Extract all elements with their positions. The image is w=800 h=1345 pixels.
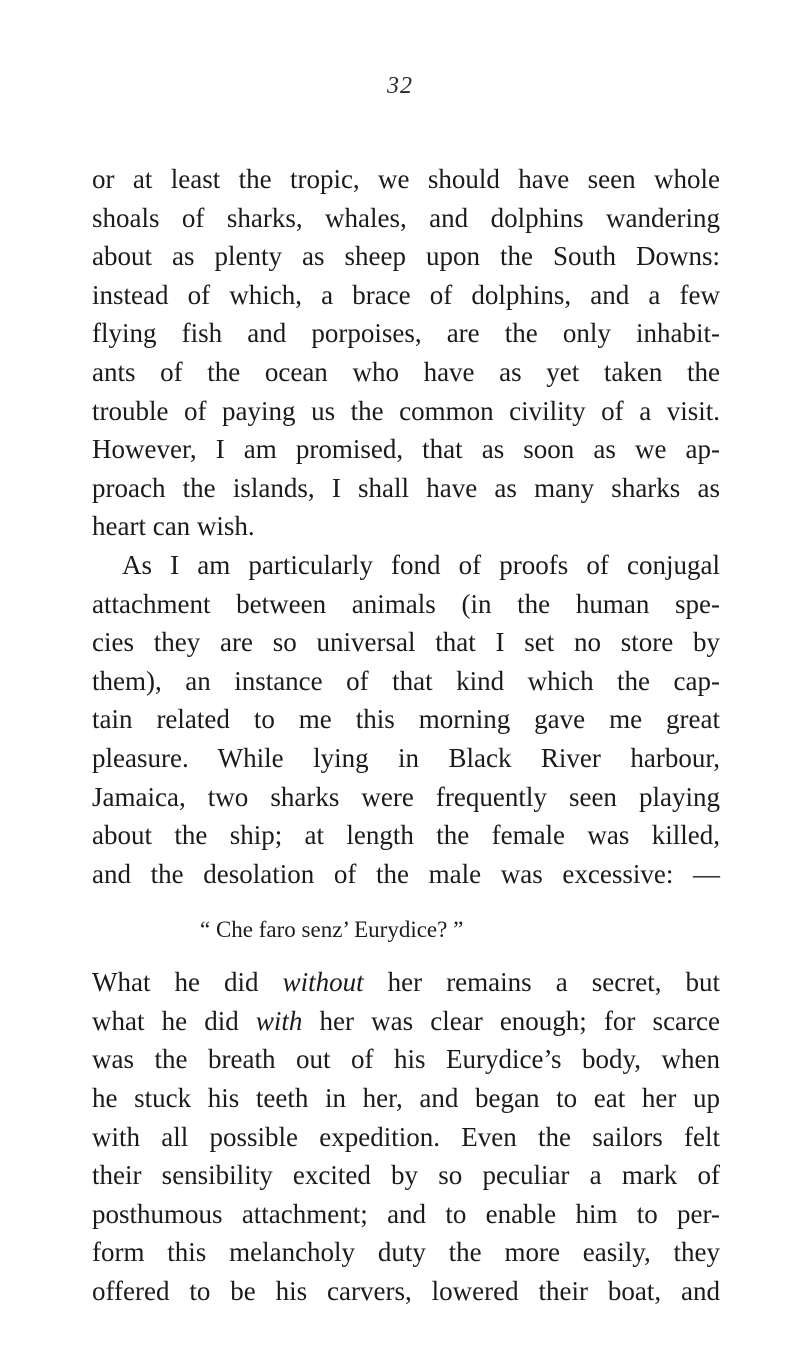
text-line: was the breath out of his Eurydice’s body, when — [92, 1044, 720, 1075]
text-line: flying fish and porpoises, are the only inhabit- — [92, 318, 720, 349]
text-line: As I am particularly fond of proofs of conjugal — [122, 549, 720, 580]
text-line: posthumous attachment; and to enable him to per- — [92, 1198, 720, 1229]
block-quote: “ Che faro senz’ Eurydice? ” — [200, 917, 464, 943]
page-number: 32 — [387, 73, 413, 99]
body-text — [92, 160, 720, 1311]
text-line: ants of the ocean who have as yet taken the — [92, 356, 720, 387]
text-line: he stuck his teeth in her, and began to eat her up — [92, 1083, 720, 1114]
text-line: about the ship; at length the female was killed, — [92, 820, 720, 851]
text-line: cies they are so universal that I set no store by — [92, 627, 720, 658]
text-line: or at least the tropic, we should have seen whole — [92, 164, 720, 194]
text-line: with all possible expedition. Even the sailors felt — [92, 1121, 720, 1152]
paragraph — [92, 546, 720, 893]
text-span: what he did — [92, 1005, 256, 1036]
text-line: offered to be his carvers, lowered their boat, and — [92, 1276, 720, 1307]
text-line: proach the islands, I shall have as many sharks as — [92, 472, 720, 503]
italic-word: with — [255, 1005, 303, 1036]
text-line: trouble of paying us the common civility of a visit. — [92, 395, 720, 426]
text-span: What he did — [92, 967, 283, 998]
text-line: attachment between animals (in the human spe- — [92, 588, 720, 619]
text-span: her was clear enough; for scarce — [302, 1005, 720, 1036]
italic-word: without — [282, 967, 364, 998]
paragraph — [92, 160, 720, 546]
text-line: them), an instance of that kind which the cap- — [92, 665, 720, 696]
text-line: heart can wish. — [92, 511, 255, 542]
text-line: pleasure. While lying in Black River harbour, — [92, 742, 720, 773]
text-line: However, I am promised, that as soon as we ap- — [92, 434, 720, 465]
paragraph — [92, 963, 720, 1310]
text-line: Jamaica, two sharks were frequently seen playing — [92, 781, 720, 812]
text-line: their sensibility excited by so peculiar a mark of — [92, 1160, 720, 1191]
text-line: about as plenty as sheep upon the South Downs: — [92, 241, 720, 272]
text-line — [92, 963, 720, 1002]
text-line: instead of which, a brace of dolphins, and a few — [92, 279, 720, 310]
text-line — [92, 1002, 720, 1041]
text-line: and the desolation of the male was excessive: — — [92, 858, 720, 889]
text-line: shoals of sharks, whales, and dolphins wandering — [92, 202, 720, 233]
text-line: form this melancholy duty the more easily, they — [92, 1237, 720, 1268]
text-span: her remains a secret, but — [363, 967, 720, 998]
text-line: tain related to me this morning gave me great — [92, 704, 720, 735]
